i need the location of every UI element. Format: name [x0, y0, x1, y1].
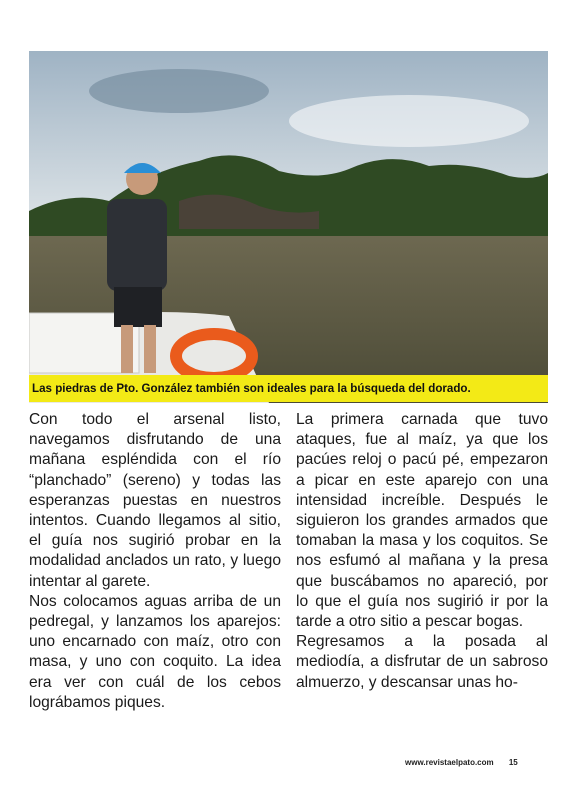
footer-url[interactable]: www.revistaelpato.com [405, 758, 494, 767]
paragraph: Nos colocamos aguas arriba de un pedregal, y lanzamos los aparejos: uno encarnado con maíz, otro con masa, y uno con coquito. La idea era ver con cuál de los cebos lográbamos piques. [29, 592, 281, 711]
page-footer [405, 758, 518, 767]
article-column-right [296, 410, 548, 693]
article-column-left [29, 410, 281, 713]
article-photo [29, 51, 548, 403]
paragraph: Con todo el arsenal listo, navegamos disfrutando de una mañana espléndida con el río “planchado” (sereno) y todas las esperanzas puestas en nuestros intentos. Cuando llegamos al sitio, el guía nos sugirió probar en la modalidad anclados un rato, y luego intentar al garete. [29, 411, 281, 590]
photo-illustration [29, 51, 548, 403]
page-number: 15 [508, 758, 518, 767]
paragraph: Regresamos a la posada al mediodía, a disfrutar de un sabroso almuerzo, y descansar unas ho- [296, 633, 548, 691]
photo-caption: Las piedras de Pto. González también son ideales para la búsqueda del dorado. [29, 375, 548, 402]
paragraph: La primera carnada que tuvo ataques, fue al maíz, ya que los pacúes reloj o pacú pé, empezaron a picar en este aparejo con una intensidad increíble. Después le siguieron los grandes armados que tomaban la masa y los coquitos. Se nos esfumó al mañana y la presa que buscábamos no apareció, por lo que el guía nos sugirió ir por la tarde a otro sitio a pescar bogas. [296, 411, 548, 631]
